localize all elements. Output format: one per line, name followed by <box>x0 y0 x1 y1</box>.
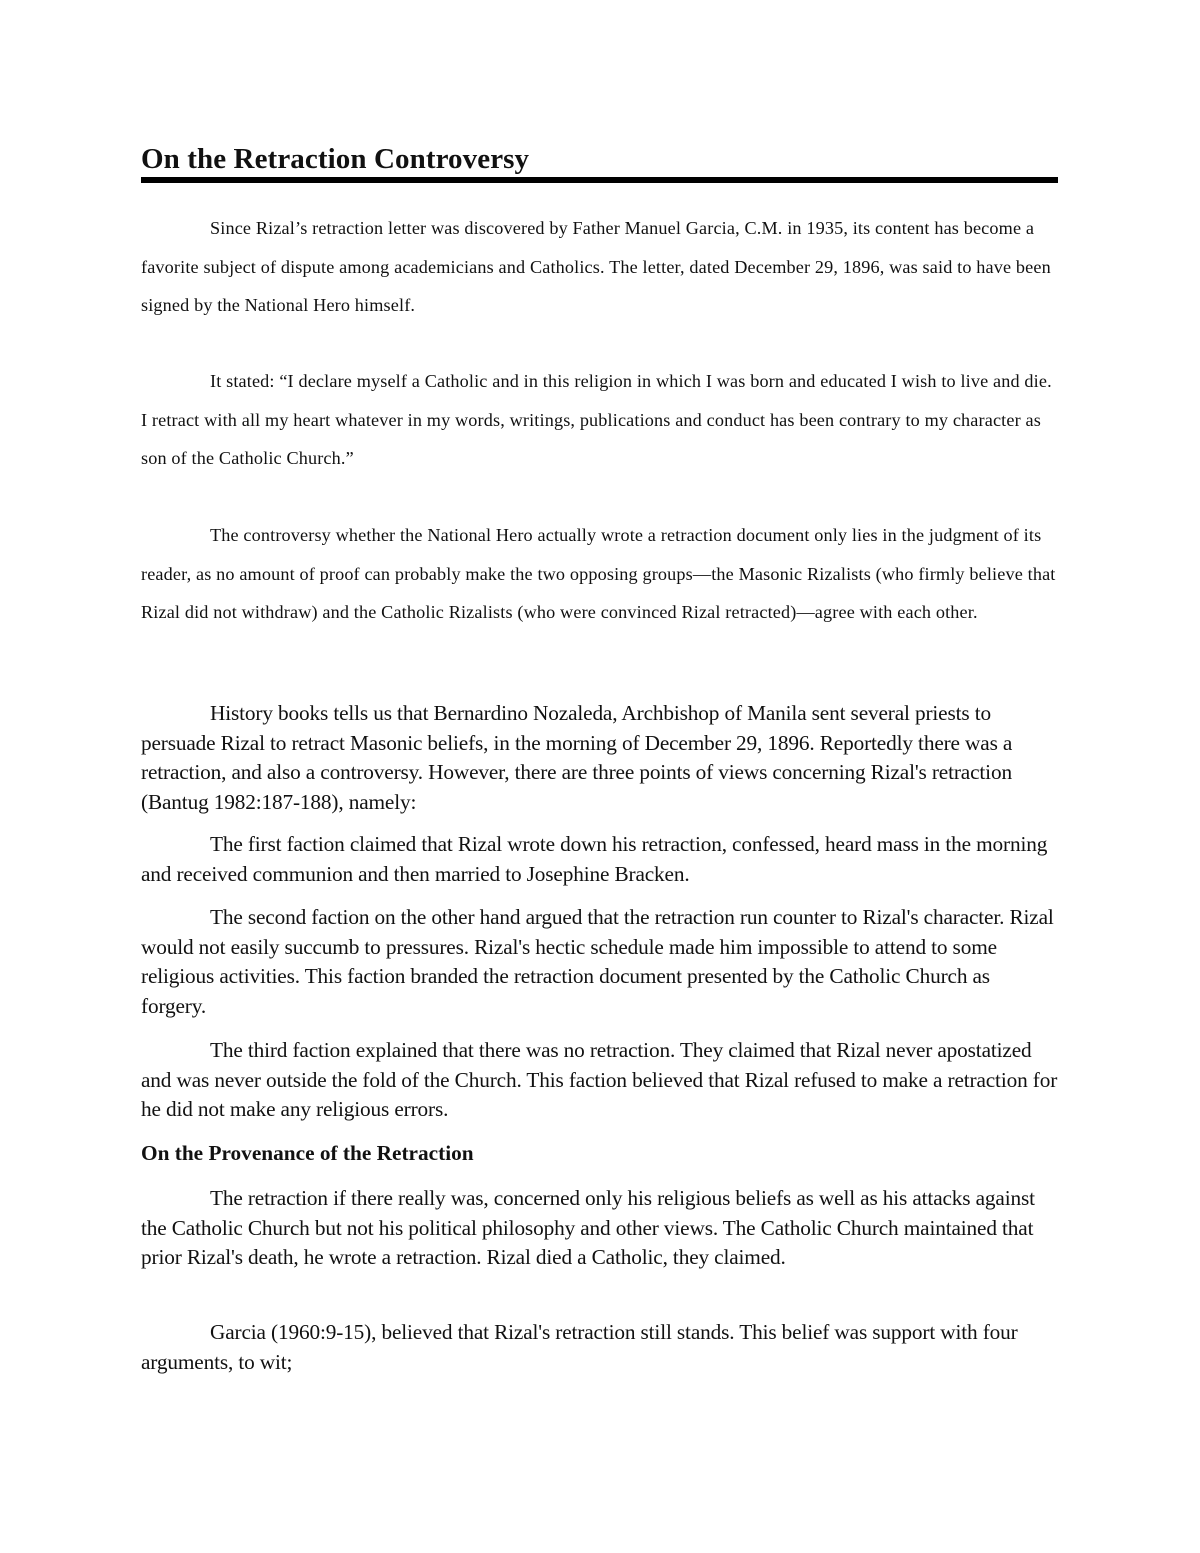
paragraph-provenance: The retraction if there really was, concerned only his religious beliefs as well as his attacks against the Catholic Church but not his political philosophy and other views. The Catholic Church maintained that prior Rizal's death, he wrote a retraction. Rizal died a Catholic, they claimed. <box>141 1186 1035 1269</box>
page-title: On the Retraction Controversy <box>141 143 530 175</box>
paragraph-second-faction: The second faction on the other hand argued that the retraction run counter to Rizal's character. Rizal would not easily succumb to pressures. Rizal's hectic schedule made him impossible to attend to some religious activities. This faction branded the retraction document presented by the Catholic Church as forgery. <box>141 905 1054 1018</box>
section-heading-provenance: On the Provenance of the Retraction <box>141 1141 474 1165</box>
paragraph-third-faction: The third faction explained that there was no retraction. They claimed that Rizal never apostatized and was never outside the fold of the Church. This faction believed that Rizal refused to make a retraction for he did not make any religious errors. <box>141 1038 1058 1121</box>
paragraph-discovery: Since Rizal’s retraction letter was discovered by Father Manuel Garcia, C.M. in 1935, its content has become a favorite subject of dispute among academicians and Catholics. The letter, dated December 29, 1896, was said to have been signed by the National Hero himself. <box>141 218 1051 315</box>
paragraph-controversy: The controversy whether the National Hero actually wrote a retraction document only lies in the judgment of its reader, as no amount of proof can probably make the two opposing groups—the Masonic Rizalists (who firmly believe that Rizal did not withdraw) and the Catholic Rizalists (who were convinced Rizal retracted)—agree with each other. <box>141 525 1056 622</box>
title-underline-rule <box>141 177 1058 183</box>
paragraph-retraction-quote: It stated: “I declare myself a Catholic and in this religion in which I was born and educated I wish to live and die. I retract with all my heart whatever in my words, writings, publications and conduct has been contrary to my character as son of the Catholic Church.” <box>141 371 1052 468</box>
paragraph-garcia: Garcia (1960:9-15), believed that Rizal's retraction still stands. This belief was support with four arguments, to wit; <box>141 1320 1018 1374</box>
paragraph-history-books: History books tells us that Bernardino Nozaleda, Archbishop of Manila sent several priests to persuade Rizal to retract Masonic beliefs, in the morning of December 29, 1896. Reportedly there was a retraction, and also a controversy. However, there are three points of views concerning Rizal's retraction (Bantug 1982:187-188), namely: <box>141 701 1013 814</box>
paragraph-first-faction: The first faction claimed that Rizal wrote down his retraction, confessed, heard mass in the morning and received communion and then married to Josephine Bracken. <box>141 832 1048 886</box>
